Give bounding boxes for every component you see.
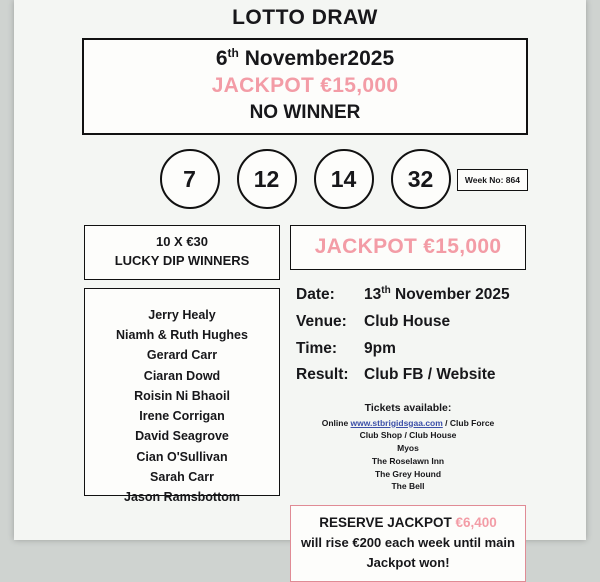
list-item: Jerry Healy [148,307,216,322]
detail-value: 9pm [364,339,396,357]
next-jackpot-heading: JACKPOT €15,000 [290,225,526,270]
tickets-online-line [290,417,526,430]
reserve-jackpot-box [290,505,526,582]
draw-date-suffix: th [227,46,239,60]
list-item: Cian O'Sullivan [136,449,228,464]
detail-row-venue [296,309,526,336]
detail-label: Venue: [296,313,347,330]
tickets-outlet: The Grey Hound [374,468,442,479]
list-item: Niamh & Ruth Hughes [116,328,248,343]
lucky-dip-column [84,225,280,582]
next-draw-column [290,225,526,582]
list-item: David Seagrove [135,429,229,444]
winner-status: NO WINNER [249,101,361,123]
list-item: Irene Corrigan [139,409,225,424]
page-title: LOTTO DRAW [232,6,378,29]
tickets-outlet: The Bell [391,481,425,492]
detail-label: Result: [296,366,349,384]
detail-row-result [296,362,526,389]
lucky-dip-prize: 10 X €30 [155,234,209,250]
lucky-dip-winners-list [84,288,280,505]
list-item: Jason Ramsbottom [124,490,240,505]
number-ball: 12 [237,149,297,209]
tickets-outlet: Club Shop / Club House [359,430,457,441]
tickets-online-prefix: Online [321,417,351,428]
lucky-dip-label: LUCKY DIP WINNERS [114,253,250,269]
next-date-day: 13 [364,286,382,304]
jackpot-headline: JACKPOT €15,000 [211,74,399,98]
number-ball: 7 [160,149,220,209]
reserve-amount: €6,400 [455,515,497,531]
list-item: Roisin Ni Bhaoil [134,388,230,403]
draw-date-rest: November2025 [238,47,395,70]
list-item: Ciaran Dowd [143,368,221,383]
reserve-label: RESERVE JACKPOT [319,515,456,531]
detail-value: Club House [364,313,451,330]
next-date-rest: November 2025 [390,286,510,304]
winning-numbers-row [82,149,528,215]
draw-date [84,46,526,72]
poster-columns [82,225,528,582]
lotto-poster-page [14,0,586,570]
reserve-note-line-2: Jackpot won! [366,554,450,570]
draw-header-box [82,38,528,135]
tickets-outlet: The Roselawn Inn [371,455,445,466]
detail-label: Date: [296,286,335,304]
detail-value: Club FB / Website [364,366,496,384]
lucky-dip-header [84,225,280,280]
detail-label: Time: [296,339,338,357]
tickets-online-suffix: / Club Force [442,417,495,428]
list-item: Sarah Carr [150,469,214,484]
next-draw-details [290,282,526,389]
detail-row-time [296,336,526,363]
reserve-jackpot-headline [295,513,521,533]
tickets-title: Tickets available: [364,401,452,414]
number-ball: 32 [391,149,451,209]
tickets-available-section [290,401,526,493]
next-date-suffix: th [381,285,391,297]
number-ball: 14 [314,149,374,209]
reserve-note-line-1: will rise €200 each week until main [301,535,515,551]
list-item: Gerard Carr [146,348,218,363]
detail-row-date [296,282,526,309]
draw-date-day: 6 [215,47,228,70]
week-number-badge: Week No: 864 [457,169,528,191]
tickets-outlet: Myos [397,443,419,454]
club-website-link[interactable]: www.stbrigidsgaa.com [350,417,443,428]
detail-value [364,282,510,309]
poster-sheet [82,0,528,570]
